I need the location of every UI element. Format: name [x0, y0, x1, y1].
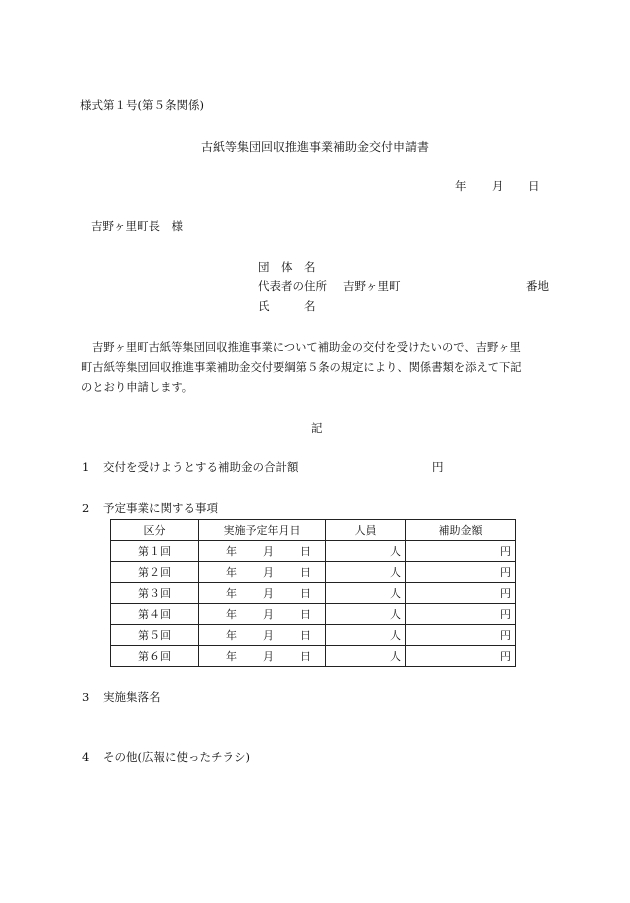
row-day: 日	[300, 650, 311, 663]
row-year: 年	[226, 587, 237, 600]
row-date	[199, 646, 326, 667]
document-title: 古紙等集団回収推進事業補助金交付申請書	[201, 140, 430, 154]
item-2-label: 予定事業に関する事項	[103, 501, 218, 515]
row-year: 年	[226, 608, 237, 621]
row-amount: 円	[406, 625, 516, 646]
row-label: 第４回	[111, 604, 199, 625]
table-row	[111, 562, 516, 583]
row-year: 年	[226, 650, 237, 663]
row-date	[199, 625, 326, 646]
item-3-label: 実施集落名	[103, 690, 161, 704]
row-amount: 円	[406, 562, 516, 583]
header-category: 区分	[111, 520, 199, 541]
header-people: 人員	[326, 520, 406, 541]
table-row	[111, 541, 516, 562]
item-1-unit: 円	[432, 460, 444, 474]
item-2-number: 2	[82, 501, 90, 515]
schedule-table	[110, 519, 516, 667]
header-date: 実施予定年月日	[199, 520, 326, 541]
body-line-1: 吉野ヶ里町古紙等集団回収推進事業について補助金の交付を受けたいので、吉野ヶ里	[92, 341, 521, 354]
item-1-number: 1	[82, 460, 90, 474]
row-people: 人	[326, 604, 406, 625]
row-month: 月	[263, 545, 274, 558]
date-year: 年	[455, 179, 467, 193]
date-day: 日	[528, 179, 540, 193]
row-month: 月	[263, 566, 274, 579]
name-label: 氏 名	[258, 299, 316, 313]
row-date	[199, 562, 326, 583]
item-4-label: その他(広報に使ったチラシ)	[103, 750, 250, 764]
table-row	[111, 646, 516, 667]
row-people: 人	[326, 625, 406, 646]
header-amount: 補助金額	[406, 520, 516, 541]
table-row	[111, 583, 516, 604]
row-label: 第３回	[111, 583, 199, 604]
row-label: 第６回	[111, 646, 199, 667]
address-label: 代表者の住所	[258, 279, 327, 293]
item-3-number: 3	[82, 690, 90, 704]
address-value: 吉野ヶ里町	[343, 279, 401, 293]
row-year: 年	[226, 545, 237, 558]
row-month: 月	[263, 650, 274, 663]
addressee: 吉野ヶ里町長 様	[91, 219, 183, 233]
row-year: 年	[226, 566, 237, 579]
item-1-label: 交付を受けようとする補助金の合計額	[103, 460, 299, 474]
body-line-2: 町古紙等集団回収推進事業補助金交付要綱第５条の規定により、関係書類を添えて下記	[81, 361, 522, 374]
row-month: 月	[263, 608, 274, 621]
row-amount: 円	[406, 583, 516, 604]
row-people: 人	[326, 541, 406, 562]
row-amount: 円	[406, 646, 516, 667]
group-name-label: 団 体 名	[258, 260, 316, 274]
row-day: 日	[300, 629, 311, 642]
row-date	[199, 604, 326, 625]
row-people: 人	[326, 583, 406, 604]
row-people: 人	[326, 646, 406, 667]
date-month: 月	[492, 179, 504, 193]
table-header-row	[111, 520, 516, 541]
address-suffix: 番地	[526, 279, 549, 293]
row-amount: 円	[406, 604, 516, 625]
row-month: 月	[263, 587, 274, 600]
row-date	[199, 583, 326, 604]
form-number: 様式第１号(第５条関係)	[80, 98, 204, 112]
item-4-number: 4	[82, 750, 90, 764]
row-people: 人	[326, 562, 406, 583]
row-label: 第１回	[111, 541, 199, 562]
ki-heading: 記	[311, 421, 323, 435]
row-day: 日	[300, 545, 311, 558]
row-month: 月	[263, 629, 274, 642]
row-label: 第５回	[111, 625, 199, 646]
table-row	[111, 604, 516, 625]
table-row	[111, 625, 516, 646]
row-date	[199, 541, 326, 562]
row-day: 日	[300, 566, 311, 579]
row-year: 年	[226, 629, 237, 642]
row-day: 日	[300, 608, 311, 621]
row-amount: 円	[406, 541, 516, 562]
body-line-3: のとおり申請します。	[81, 381, 194, 394]
row-day: 日	[300, 587, 311, 600]
row-label: 第２回	[111, 562, 199, 583]
